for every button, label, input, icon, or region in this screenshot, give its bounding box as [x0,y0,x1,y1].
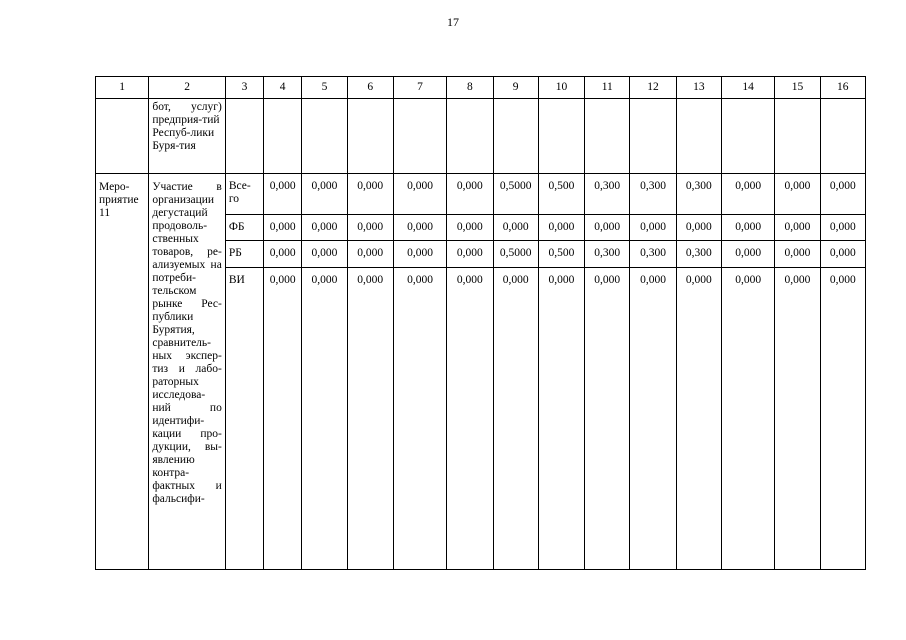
page-number: 17 [447,15,459,29]
column-number: 11 [585,77,630,99]
value-cell: 0,000 [630,215,676,241]
value-cell: 0,000 [447,268,493,570]
empty-cell [721,99,774,174]
value-cell: 0,000 [721,215,774,241]
value-cell: 0,300 [585,174,630,215]
empty-cell [538,99,584,174]
value-cell: 0,000 [676,215,721,241]
value-cell: 0,000 [302,241,347,268]
column-number: 13 [676,77,721,99]
column-number: 10 [538,77,584,99]
value-cell: 0,000 [820,268,865,570]
value-cell: 0,5000 [493,241,538,268]
empty-cell [96,99,149,174]
empty-cell [585,99,630,174]
column-number: 2 [149,77,225,99]
measure-description: Участие в организации дегустаций продоволь-ственных товаров, ре-ализуемых на потреби-тельском рынке Рес-публики Бурятия, сравнитель-ных экспер-тиз и лабо-раторных исследова-ний по идентифи-кации про-дукции, вы-явлению контра-фактных и фальсифи- [149,174,225,570]
column-number: 12 [630,77,676,99]
value-cell: 0,000 [347,268,393,570]
empty-cell [676,99,721,174]
empty-cell [393,99,446,174]
column-number: 14 [721,77,774,99]
empty-cell [225,99,263,174]
value-cell: 0,500 [538,174,584,215]
value-cell: 0,000 [447,241,493,268]
column-number-row [96,77,866,99]
value-cell: 0,000 [721,241,774,268]
value-cell: 0,000 [538,215,584,241]
value-cell: 0,5000 [493,174,538,215]
column-number: 3 [225,77,263,99]
value-cell: 0,000 [820,174,865,215]
empty-cell [820,99,865,174]
column-number: 16 [820,77,865,99]
funding-source: ВИ [225,268,263,570]
value-cell: 0,000 [820,241,865,268]
value-cell: 0,000 [585,268,630,570]
value-cell: 0,000 [393,268,446,570]
empty-cell [302,99,347,174]
value-cell: 0,000 [493,268,538,570]
value-cell: 0,000 [264,215,302,241]
value-cell: 0,000 [447,215,493,241]
column-number: 5 [302,77,347,99]
value-cell: 0,000 [585,215,630,241]
value-cell: 0,000 [264,174,302,215]
funding-source: Все-го [225,174,263,215]
measure-name: Меро-приятие 11 [96,174,149,570]
value-cell: 0,000 [302,174,347,215]
value-cell: 0,300 [585,241,630,268]
value-cell: 0,500 [538,241,584,268]
value-cell: 0,000 [302,215,347,241]
value-cell: 0,000 [347,241,393,268]
value-cell: 0,300 [630,174,676,215]
value-cell: 0,000 [630,268,676,570]
value-cell: 0,000 [264,241,302,268]
value-cell: 0,000 [347,215,393,241]
column-number: 6 [347,77,393,99]
value-cell: 0,000 [347,174,393,215]
value-cell: 0,000 [775,174,820,215]
column-number: 1 [96,77,149,99]
value-cell: 0,000 [676,268,721,570]
funding-source: ФБ [225,215,263,241]
continuation-text: бот, услуг) предприя-тий Респуб-лики Буря-тия [149,99,225,174]
column-number: 9 [493,77,538,99]
column-number: 8 [447,77,493,99]
column-number: 4 [264,77,302,99]
value-cell: 0,000 [493,215,538,241]
value-cell: 0,000 [775,268,820,570]
empty-cell [264,99,302,174]
empty-cell [775,99,820,174]
continuation-row [96,99,866,174]
value-cell: 0,300 [676,174,721,215]
empty-cell [493,99,538,174]
value-cell: 0,000 [538,268,584,570]
value-cell: 0,000 [775,241,820,268]
value-cell: 0,300 [630,241,676,268]
value-cell: 0,300 [676,241,721,268]
column-number: 15 [775,77,820,99]
funding-row-total [96,174,866,215]
funding-source: РБ [225,241,263,268]
value-cell: 0,000 [820,215,865,241]
value-cell: 0,000 [264,268,302,570]
value-cell: 0,000 [393,241,446,268]
value-cell: 0,000 [447,174,493,215]
value-cell: 0,000 [393,215,446,241]
value-cell: 0,000 [393,174,446,215]
value-cell: 0,000 [302,268,347,570]
empty-cell [630,99,676,174]
value-cell: 0,000 [721,268,774,570]
budget-table [95,76,866,570]
value-cell: 0,000 [721,174,774,215]
empty-cell [447,99,493,174]
column-number: 7 [393,77,446,99]
value-cell: 0,000 [775,215,820,241]
empty-cell [347,99,393,174]
